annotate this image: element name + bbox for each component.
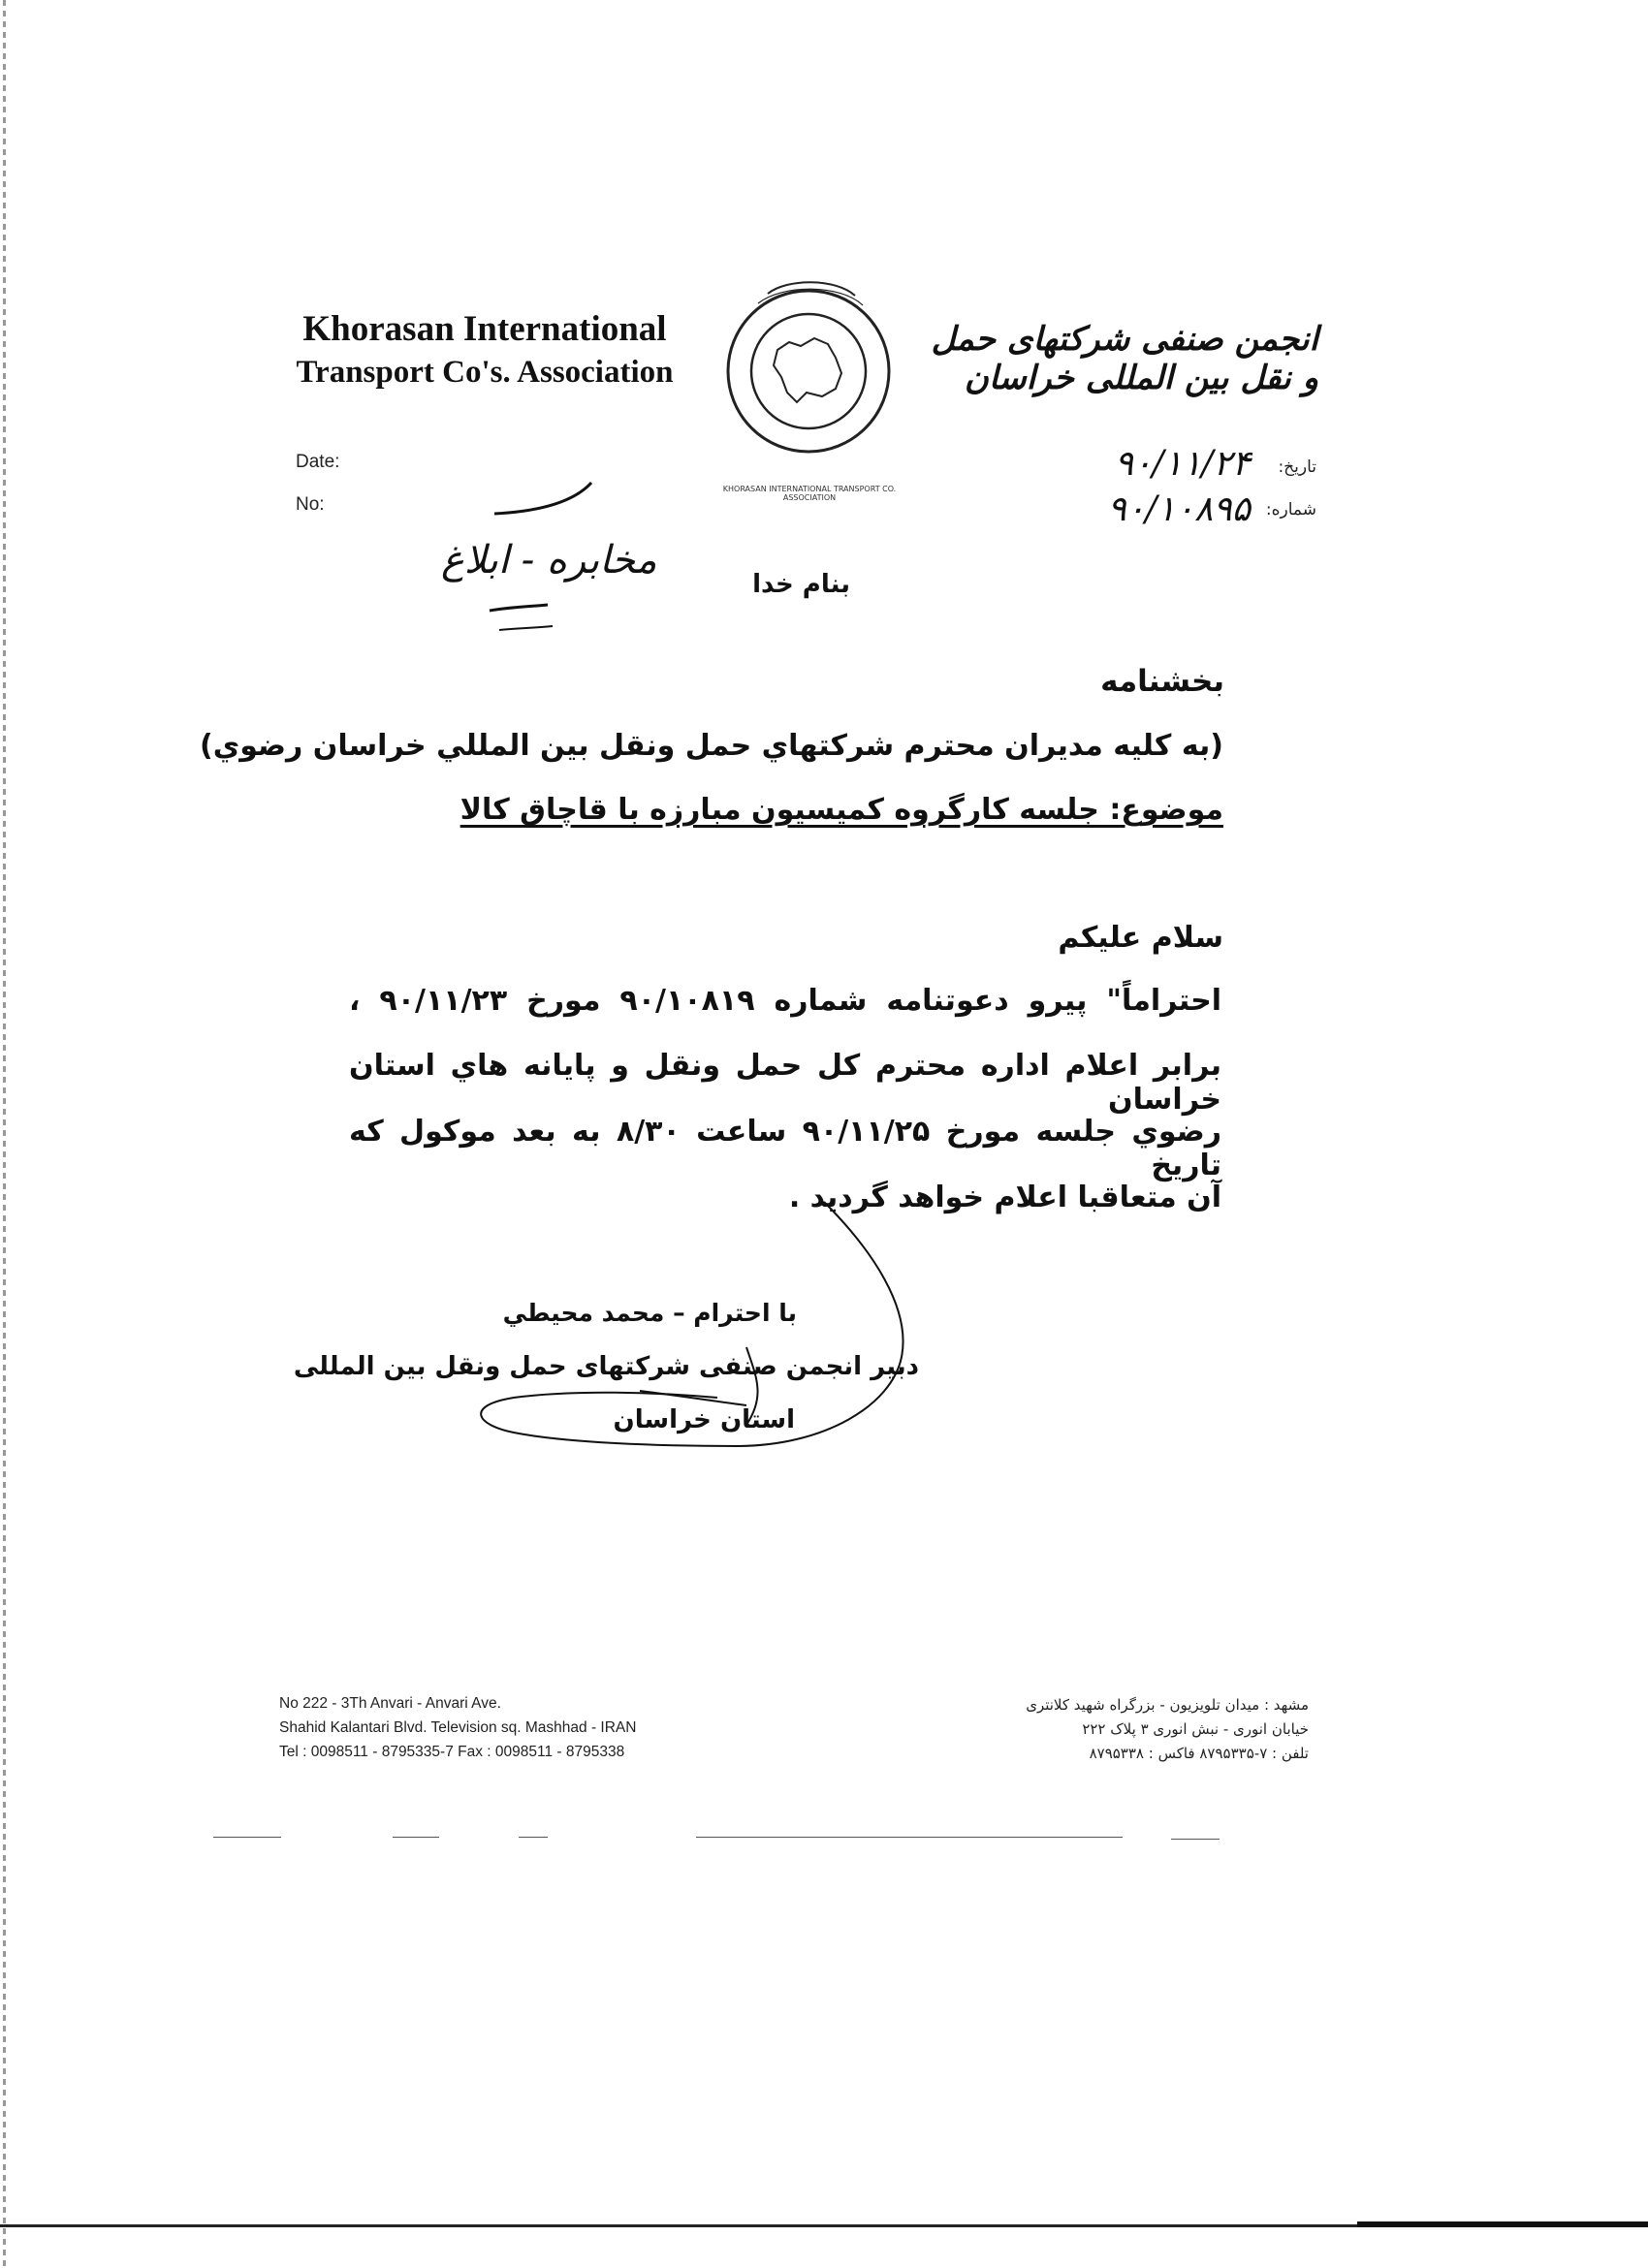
association-seal-logo: [700, 274, 913, 473]
signature-name: با احترام – محمد محيطي: [502, 1299, 797, 1327]
no-label-en: No:: [296, 494, 325, 515]
seal-text: KHORASAN INTERNATIONAL TRANSPORT CO. ASSOCIATION: [722, 485, 897, 502]
body-line-3: رضوي جلسه مورخ ۹۰/۱۱/۲۵ ساعت ۸/۳۰ به بعد موكول كه تاريخ: [349, 1115, 1221, 1182]
signature-province: استان خراسان: [613, 1405, 795, 1434]
date-value: ۹۰/۱۱/۲۴: [1114, 444, 1251, 484]
org-name-en-line1: Khorasan International: [302, 309, 667, 349]
footer-address-fa: [1026, 1693, 1309, 1766]
no-label-fa: شماره:: [1265, 500, 1316, 520]
body-line-1: احتراماً" پيرو دعوتنامه شماره ۹۰/۱۰۸۱۹ مورخ ۹۰/۱۱/۲۳ ،: [349, 984, 1221, 1018]
org-name-en-line2: Transport Co's. Association: [296, 355, 674, 390]
org-name-fa: انجمن صنفی شرکتهای حمل و نقل بین المللی خراسان: [931, 320, 1318, 397]
footer-en-line-3: Tel : 0098511 - 8795335-7 Fax : 0098511 - 8795338: [279, 1744, 625, 1760]
footer-rule: [393, 1837, 439, 1838]
signature-scribble: [456, 1192, 921, 1464]
date-label-en: Date:: [296, 452, 340, 472]
footer-fa-line-3: تلفن : ۷-۸۷۹۵۳۳۵ فاکس : ۸۷۹۵۳۳۸: [1089, 1745, 1309, 1762]
footer-en-line-2: Shahid Kalantari Blvd. Television sq. Mashhad - IRAN: [279, 1719, 637, 1736]
footer-rule: [1171, 1839, 1220, 1840]
recipients-line: (به كليه مديران محترم شركتهاي حمل ونقل بين المللي خراسان رضوي): [200, 729, 1223, 763]
footer-rule: [696, 1837, 1123, 1838]
subject-line: موضوع: جلسه كارگروه كميسيون مبارزه با قاچاق كالا: [460, 793, 1223, 827]
circular-title: بخشنامه: [1100, 664, 1224, 699]
org-name-en: [291, 308, 679, 394]
scan-edge: [3, 0, 6, 2268]
body-line-2: برابر اعلام اداره محترم كل حمل ونقل و پايانه هاي استان خراسان: [349, 1049, 1221, 1117]
footer-en-line-1: No 222 - 3Th Anvari - Anvari Ave.: [279, 1695, 501, 1712]
scan-bottom-mark: [1357, 2221, 1648, 2227]
number-value: ۹۰/۱۰۸۹۵: [1107, 489, 1251, 529]
date-label-fa: تاریخ:: [1278, 457, 1316, 477]
footer-rule: [213, 1837, 281, 1838]
footer-rule: [519, 1837, 548, 1838]
signature-title: دبیر انجمن صنفی شرکتهای حمل ونقل بین المللی: [293, 1352, 919, 1381]
handwritten-note: مخابره - ابلاغ: [441, 538, 657, 583]
greeting: سلام عليكم: [1058, 921, 1223, 955]
footer-address-en: [279, 1691, 636, 1764]
body-line-4: آن متعاقبا اعلام خواهد گرديد .: [788, 1181, 1221, 1214]
footer-fa-line-2: خیابان انوری - نبش انوری ۳ پلاک ۲۲۲: [1082, 1720, 1309, 1738]
footer-fa-line-1: مشهد : میدان تلویزیون - بزرگراه شهید کلانتری: [1026, 1696, 1309, 1714]
basmala: بنام خدا: [752, 570, 850, 599]
